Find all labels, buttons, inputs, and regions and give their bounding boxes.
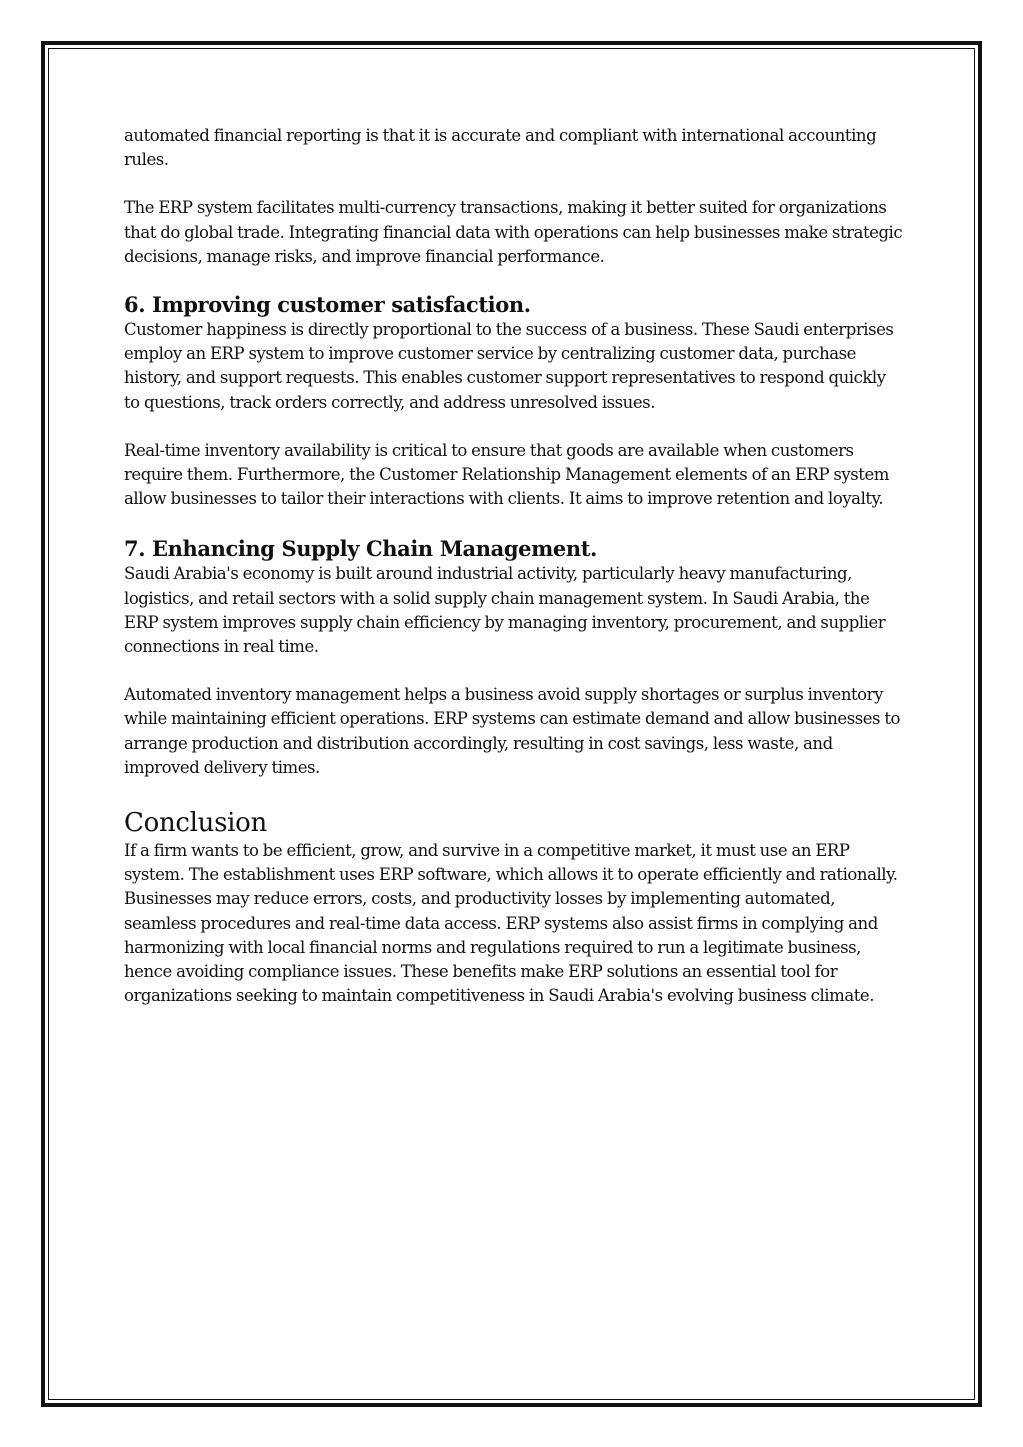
section-6-paragraph-1: Customer happiness is directly proportional to the success of a business. These Saudi enterprises employ an ERP system to improve customer service by centralizing customer data, purchase history, and support requests. This enables customer support representatives to respond quickly to questions, track orders correctly, and address unresolved issues. bbox=[124, 320, 894, 412]
section-7-heading: 7. Enhancing Supply Chain Management. bbox=[124, 536, 597, 562]
conclusion-heading: Conclusion bbox=[124, 808, 267, 839]
section-6-heading: 6. Improving customer satisfaction. bbox=[124, 292, 531, 318]
intro-paragraph-2: The ERP system facilitates multi-currency transactions, making it better suited for organizations that do global trade. Integrating financial data with operations can help businesses make strategic decisions, manage risks, and improve financial performance. bbox=[124, 198, 903, 266]
conclusion-paragraph: If a firm wants to be efficient, grow, and survive in a competitive market, it must use an ERP system. The establishment uses ERP software, which allows it to operate efficiently and rationally. Businesses may reduce errors, costs, and productivity losses by implementing automated, seamless procedures and real-time data access. ERP systems also assist firms in complying and harmonizing with local financial norms and regulations required to run a legitimate business, hence avoiding compliance issues. These benefits make ERP solutions an essential tool for organizations seeking to maintain competitiveness in Saudi Arabia's evolving business climate. bbox=[124, 841, 898, 1006]
document-body bbox=[124, 124, 904, 1008]
section-6-paragraph-2: Real-time inventory availability is critical to ensure that goods are available when customers require them. Furthermore, the Customer Relationship Management elements of an ERP system allow businesses to tailor their interactions with clients. It aims to improve retention and loyalty. bbox=[124, 440, 889, 509]
section-7-paragraph-2: Automated inventory management helps a business avoid supply shortages or surplus inventory while maintaining efficient operations. ERP systems can estimate demand and allow businesses to arrange production and distribution accordingly, resulting in cost savings, less waste, and improved delivery times. bbox=[124, 685, 901, 777]
intro-paragraph-1: automated financial reporting is that it is accurate and compliant with international accounting rules. bbox=[124, 126, 877, 170]
section-7-paragraph-1: Saudi Arabia's economy is built around industrial activity, particularly heavy manufacturing, logistics, and retail sectors with a solid supply chain management system. In Saudi Arabia, the ERP system improves supply chain efficiency by managing inventory, procurement, and supplier connections in real time. bbox=[124, 564, 886, 657]
